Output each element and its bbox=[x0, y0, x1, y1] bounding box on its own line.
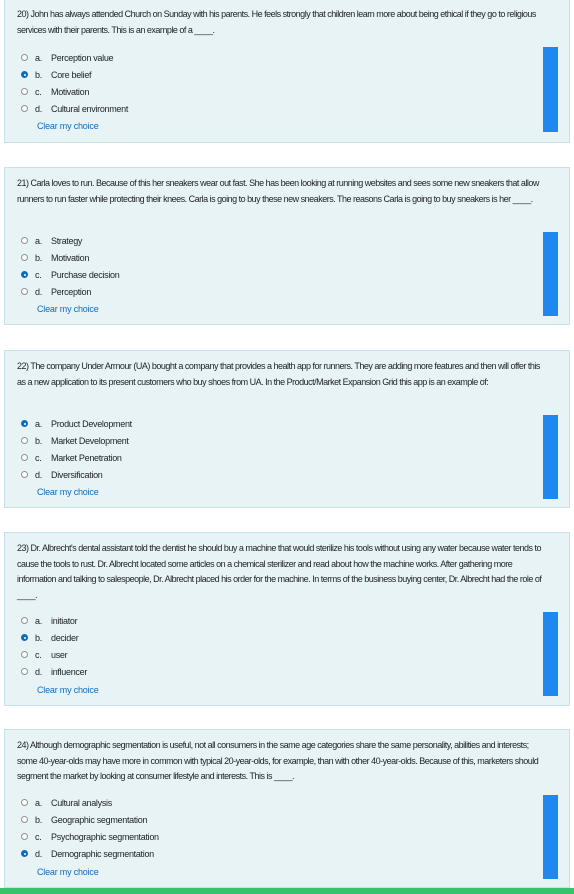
radio-button-selected[interactable] bbox=[21, 850, 28, 857]
option-label: influencer bbox=[51, 666, 88, 677]
clear-choice-link[interactable]: Clear my choice bbox=[37, 867, 99, 877]
question-text: 23) Dr. Albrecht's dental assistant told the dentist he should buy a machine that would sterilize his tools without using any water because water tends to cause the tools to rust. Dr. Albrecht located some articles on a chemical sterilizer and read about how the machine works. After gathering more information and talking to salespeople, Dr. Albrecht placed his order for the machine. In terms of the business buying center, Dr. Albrecht had the role of ____. bbox=[17, 543, 542, 600]
answer-list bbox=[21, 415, 132, 483]
question-text: 24) Although demographic segmentation is useful, not all consumers in the same age categories share the same personality, abilities and interests; some 40-year-olds may have more in common with typical 20-year-olds, for example, than with other 40-year-olds. Because of this, marketers should segment the market by looking at consumer lifestyle and interests. This is ____. bbox=[17, 740, 539, 781]
radio-button[interactable] bbox=[21, 237, 28, 244]
answer-option-a[interactable] bbox=[21, 794, 159, 811]
radio-button-selected[interactable] bbox=[21, 71, 28, 78]
radio-button[interactable] bbox=[21, 833, 28, 840]
radio-button[interactable] bbox=[21, 88, 28, 95]
question-card-22 bbox=[4, 350, 570, 508]
answer-option-d[interactable] bbox=[21, 283, 119, 300]
option-label: Motivation bbox=[51, 252, 90, 263]
option-letter: a. bbox=[35, 52, 42, 63]
answer-option-a[interactable] bbox=[21, 232, 119, 249]
option-label: user bbox=[51, 649, 68, 660]
option-letter: d. bbox=[35, 469, 42, 480]
scroll-indicator bbox=[543, 47, 558, 132]
option-letter: d. bbox=[35, 103, 42, 114]
radio-button[interactable] bbox=[21, 651, 28, 658]
answer-option-b[interactable] bbox=[21, 432, 132, 449]
answer-list bbox=[21, 232, 119, 300]
radio-button[interactable] bbox=[21, 254, 28, 261]
option-label: Geographic segmentation bbox=[51, 814, 148, 825]
option-letter: d. bbox=[35, 848, 42, 859]
question-text: 22) The company Under Armour (UA) bought a company that provides a health app for runners. They are adding more features and then will offer this as a new application to its present customers who buy shoes from UA. In the Product/Market Expansion Grid this app is an example of: bbox=[17, 361, 540, 387]
radio-button[interactable] bbox=[21, 668, 28, 675]
answer-option-d[interactable] bbox=[21, 466, 132, 483]
option-letter: a. bbox=[35, 797, 42, 808]
option-letter: c. bbox=[35, 452, 42, 463]
option-label: Diversification bbox=[51, 469, 103, 480]
option-label: Perception value bbox=[51, 52, 114, 63]
option-letter: c. bbox=[35, 269, 42, 280]
radio-button[interactable] bbox=[21, 105, 28, 112]
question-card-21 bbox=[4, 167, 570, 325]
answer-option-c[interactable] bbox=[21, 449, 132, 466]
clear-choice-link[interactable]: Clear my choice bbox=[37, 487, 99, 497]
scroll-indicator bbox=[543, 415, 558, 499]
option-label: Strategy bbox=[51, 235, 83, 246]
option-letter: a. bbox=[35, 235, 42, 246]
answer-list bbox=[21, 612, 87, 680]
option-label: decider bbox=[51, 632, 79, 643]
scroll-indicator bbox=[543, 795, 558, 879]
option-label: Perception bbox=[51, 286, 92, 297]
option-label: initiator bbox=[51, 615, 78, 626]
option-label: Cultural analysis bbox=[51, 797, 112, 808]
option-letter: d. bbox=[35, 666, 42, 677]
radio-button[interactable] bbox=[21, 437, 28, 444]
answer-list bbox=[21, 794, 159, 862]
question-card-24 bbox=[4, 729, 570, 888]
option-letter: b. bbox=[35, 435, 42, 446]
question-text: 20) John has always attended Church on Sunday with his parents. He feels strongly that children learn more about being ethical if they go to religious services with their parents. This is an example of a ____. bbox=[17, 9, 536, 35]
option-label: Demographic segmentation bbox=[51, 848, 154, 859]
option-letter: c. bbox=[35, 649, 42, 660]
option-label: Motivation bbox=[51, 86, 90, 97]
answer-option-a[interactable] bbox=[21, 415, 132, 432]
clear-choice-link[interactable]: Clear my choice bbox=[37, 304, 99, 314]
answer-option-c[interactable] bbox=[21, 646, 87, 663]
answer-option-c[interactable] bbox=[21, 266, 119, 283]
answer-option-a[interactable] bbox=[21, 612, 87, 629]
answer-option-d[interactable] bbox=[21, 100, 128, 117]
option-label: Psychographic segmentation bbox=[51, 831, 159, 842]
clear-choice-link[interactable]: Clear my choice bbox=[37, 685, 99, 695]
answer-option-d[interactable] bbox=[21, 845, 159, 862]
radio-button-selected[interactable] bbox=[21, 271, 28, 278]
radio-button[interactable] bbox=[21, 454, 28, 461]
option-label: Cultural environment bbox=[51, 103, 129, 114]
option-letter: b. bbox=[35, 252, 42, 263]
answer-option-b[interactable] bbox=[21, 66, 128, 83]
option-label: Market Penetration bbox=[51, 452, 122, 463]
option-letter: d. bbox=[35, 286, 42, 297]
answer-option-c[interactable] bbox=[21, 83, 128, 100]
answer-option-c[interactable] bbox=[21, 828, 159, 845]
option-letter: b. bbox=[35, 632, 42, 643]
radio-button[interactable] bbox=[21, 799, 28, 806]
radio-button[interactable] bbox=[21, 54, 28, 61]
clear-choice-link[interactable]: Clear my choice bbox=[37, 121, 99, 131]
radio-button-selected[interactable] bbox=[21, 634, 28, 641]
question-card-23 bbox=[4, 532, 570, 706]
question-text: 21) Carla loves to run. Because of this her sneakers wear out fast. She has been looking at running websites and sees some new sneakers that allow runners to run faster while protecting their knees. Carla is going to buy these new sneakers. The reasons Carla is going to buy sneakers is her ____. bbox=[17, 178, 539, 204]
radio-button[interactable] bbox=[21, 617, 28, 624]
option-label: Core belief bbox=[51, 69, 92, 80]
bottom-status-bar bbox=[0, 888, 574, 894]
option-label: Purchase decision bbox=[51, 269, 120, 280]
question-card-20 bbox=[4, 0, 570, 143]
answer-option-b[interactable] bbox=[21, 629, 87, 646]
option-letter: a. bbox=[35, 418, 42, 429]
option-letter: c. bbox=[35, 831, 42, 842]
option-letter: b. bbox=[35, 69, 42, 80]
answer-option-d[interactable] bbox=[21, 663, 87, 680]
radio-button[interactable] bbox=[21, 288, 28, 295]
radio-button-selected[interactable] bbox=[21, 420, 28, 427]
answer-option-b[interactable] bbox=[21, 811, 159, 828]
option-label: Market Development bbox=[51, 435, 129, 446]
radio-button[interactable] bbox=[21, 816, 28, 823]
answer-option-b[interactable] bbox=[21, 249, 119, 266]
scroll-indicator bbox=[543, 232, 558, 316]
scroll-indicator bbox=[543, 612, 558, 696]
option-label: Product Development bbox=[51, 418, 132, 429]
answer-list bbox=[21, 49, 128, 117]
answer-option-a[interactable] bbox=[21, 49, 128, 66]
option-letter: b. bbox=[35, 814, 42, 825]
radio-button[interactable] bbox=[21, 471, 28, 478]
option-letter: a. bbox=[35, 615, 42, 626]
option-letter: c. bbox=[35, 86, 42, 97]
